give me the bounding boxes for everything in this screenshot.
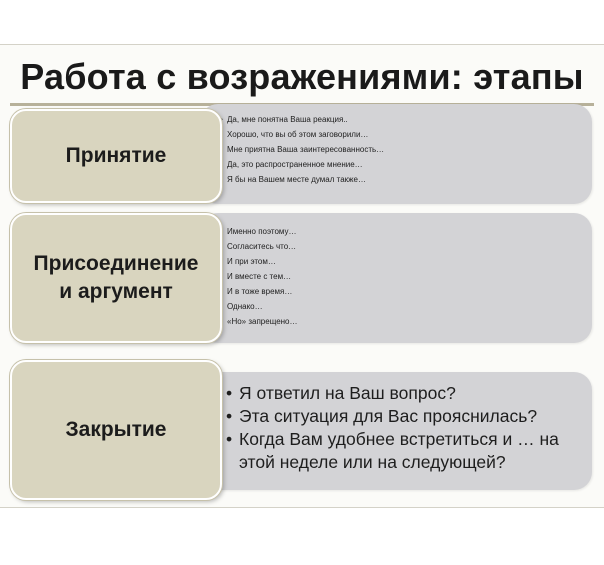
phrase-item: • И вместе с тем… xyxy=(220,269,580,284)
stage-phrases-box xyxy=(200,104,592,204)
phrase-item: • И в тоже время… xyxy=(220,284,580,299)
stage-name: Принятие xyxy=(65,143,167,167)
phrase-item: • Когда Вам удобнее встретиться и … на этой неделе или на следующей? xyxy=(226,428,578,474)
stage-label-box xyxy=(10,213,222,343)
phrase-item: • Хорошо, что вы об этом заговорили… xyxy=(220,127,580,142)
stage-label-box xyxy=(10,109,222,203)
stage-row-acceptance xyxy=(10,104,592,204)
stage-name: Закрытие xyxy=(65,417,167,441)
phrase-item: • Мне приятна Ваша заинтересованность… xyxy=(220,142,580,157)
stage-phrases-box xyxy=(200,213,592,343)
stage-row-closing xyxy=(10,360,592,502)
stage-phrases-box xyxy=(200,372,592,490)
stage-name: Присоединение xyxy=(33,251,199,275)
phrase-list xyxy=(226,382,578,474)
phrase-list xyxy=(220,112,580,187)
phrase-item: • Эта ситуация для Вас прояснилась? xyxy=(226,405,578,428)
phrase-list xyxy=(220,224,580,329)
phrase-item: • Согласитесь что… xyxy=(220,239,580,254)
phrase-item: • Я ответил на Ваш вопрос? xyxy=(226,382,578,405)
phrase-item: • Именно поэтому… xyxy=(220,224,580,239)
phrase-item: • Да, это распространенное мнение… xyxy=(220,157,580,172)
page-title: Работа с возражениями: этапы xyxy=(20,56,584,97)
phrase-item: • Да, мне понятна Ваша реакция.. xyxy=(220,112,580,127)
phrase-item: • Я бы на Вашем месте думал также… xyxy=(220,172,580,187)
phrase-item: • Однако… xyxy=(220,299,580,314)
phrase-item: • «Но» запрещено… xyxy=(220,314,580,329)
stage-label-box xyxy=(10,360,222,500)
stage-row-joining xyxy=(10,213,592,343)
phrase-item: • И при этом… xyxy=(220,254,580,269)
stage-name: и аргумент xyxy=(59,280,173,303)
